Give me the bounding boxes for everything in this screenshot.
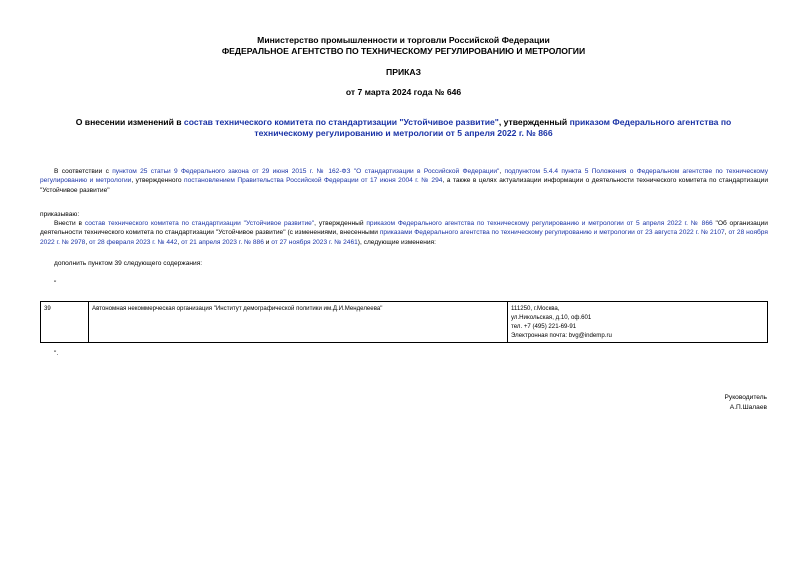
email-line: Электронная почта: bvg@indemp.ru (511, 332, 612, 339)
paragraph-text: , (724, 229, 729, 237)
paragraph-text: , (177, 238, 182, 246)
ministry-name: Министерство промышленности и торговли Российской Федерации (257, 35, 550, 45)
subject-text: , утвержденный (498, 117, 570, 127)
signature-block (725, 393, 767, 413)
paragraph-changes (40, 219, 768, 247)
subject-text: О внесении изменений в (75, 117, 184, 127)
agency-name: ФЕДЕРАЛЬНОЕ АГЕНТСТВО ПО ТЕХНИЧЕСКОМУ РЕГУЛИРОВАНИЮ И МЕТРОЛОГИИ (221, 46, 586, 56)
link-committee-composition[interactable]: состав технического комитета по стандартизации "Устойчивое развитие" (84, 220, 315, 227)
table-row (41, 302, 768, 343)
subject-link-order[interactable]: приказом Федерального агентства по техническому регулированию и метрологии от 5 апреля 2022 г. № 866 (254, 117, 732, 138)
row-number: 39 (41, 302, 89, 343)
document-subject (62, 117, 745, 139)
link-regulation[interactable]: подпунктом 5.4.4 пункта 5 Положения о Федеральном агентстве по техническому регулированию и метрологии (40, 168, 769, 185)
link-government-decree[interactable]: постановлением Правительства Российской Федерации от 17 июня 2004 г. № 294 (184, 177, 443, 185)
signer-title: Руководитель (724, 394, 767, 401)
paragraph-text: В соответствии с (54, 168, 113, 175)
paragraph-text: , (85, 238, 90, 246)
address-line: 111250, г.Москва, (511, 305, 560, 312)
link-order-442[interactable]: от 28 февраля 2023 г. № 442 (89, 238, 178, 246)
link-order-866[interactable]: приказом Федерального агентства по техническому регулированию и метрологии от 5 апреля 2022 г. № 866 (366, 220, 713, 227)
address-line: ул.Никольская, д.10, оф.601 (511, 314, 592, 321)
paragraph-text: , а также в целях актуализации информации о деятельности технического комитета по стандартизации "Устойчивое развитие" (40, 177, 769, 194)
document-header (0, 35, 807, 57)
organization-contacts (508, 302, 768, 343)
link-order-886[interactable]: от 21 апреля 2023 г. № 886 (181, 238, 264, 246)
link-order-2107[interactable]: приказами Федерального агентства по техническому регулированию и метрологии от 23 августа 2022 г. № 2107 (379, 229, 725, 237)
paragraph-text: ), следующие изменения: (357, 238, 436, 246)
quote-close: ". (54, 350, 59, 357)
document-date: от 7 марта 2024 года № 646 (345, 87, 462, 97)
paragraph-text: и (263, 238, 272, 246)
document-type: ПРИКАЗ (386, 67, 421, 77)
quote-open: " (54, 280, 57, 287)
organization-name: Автономная некоммерческая организация "Институт демографической политики им.Д.И.Менделеева" (89, 302, 508, 343)
paragraph-text: , утвержденный (314, 220, 367, 227)
phone-line: тел. +7 (495) 221-69-91 (511, 323, 577, 330)
link-order-2461[interactable]: от 27 ноября 2023 г. № 2461 (271, 238, 358, 246)
link-federal-law[interactable]: пунктом 25 статьи 9 Федерального закона от 29 июня 2015 г. № 162-ФЗ "О стандартизации в Российской Федерации" (112, 168, 500, 175)
members-table (40, 301, 768, 343)
paragraph-text: "Об организации деятельности технического комитета по стандартизации "Устойчивое развитие" (с изменениями, внесенными (40, 220, 768, 237)
paragraph-text: , утвержденного (131, 177, 185, 185)
signer-name: А.П.Шалаев (729, 404, 767, 411)
link-order-2978[interactable]: от 28 ноября 2022 г. № 2978 (40, 229, 768, 246)
paragraph-basis (40, 167, 768, 195)
paragraph-supplement: дополнить пунктом 39 следующего содержания: (54, 260, 203, 267)
paragraph-text: , (499, 168, 505, 175)
paragraph-text: Внести в (54, 220, 85, 227)
subject-link-committee[interactable]: состав технического комитета по стандартизации "Устойчивое развитие" (183, 117, 499, 127)
paragraph-order-word: приказываю: (40, 211, 80, 218)
